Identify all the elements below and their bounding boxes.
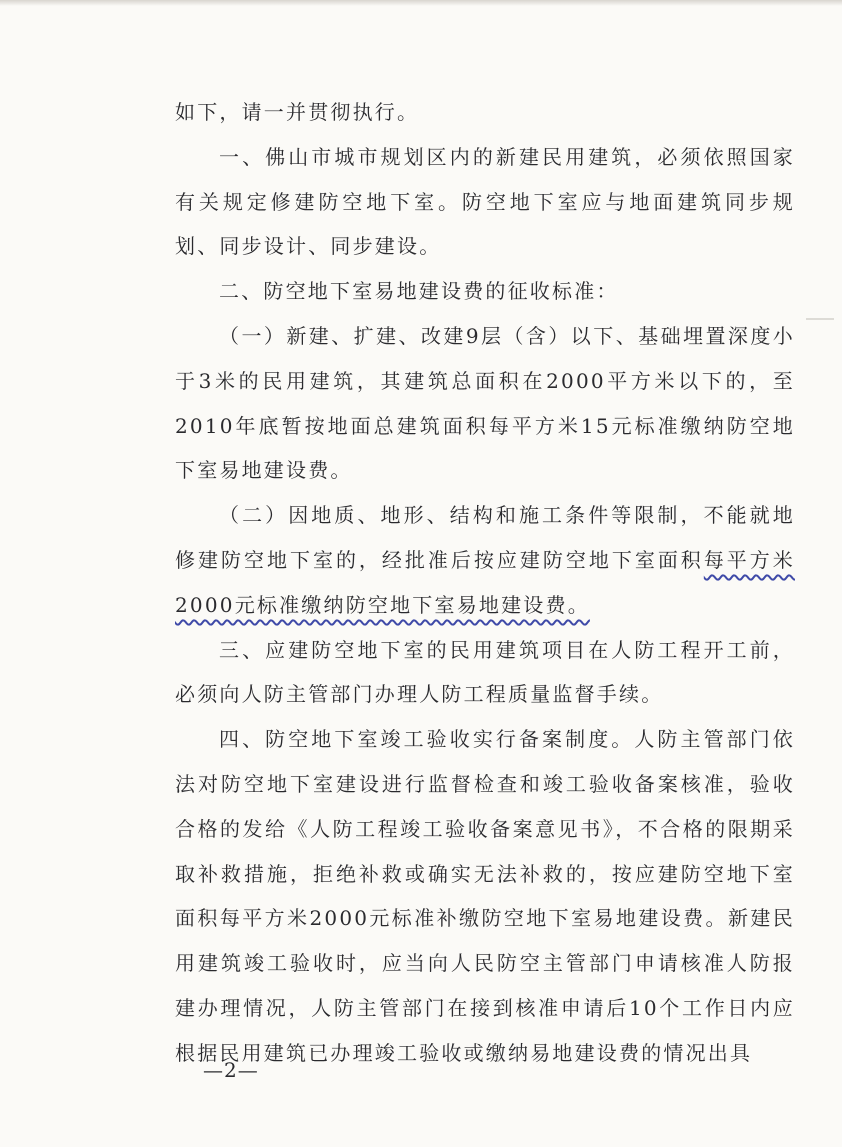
paragraph-item-2-2-text: （二）因地质、地形、结构和施工条件等限制，不能就地修建防空地下室的，经批准后按应建防空地下室面积: [175, 503, 795, 572]
document-body: [175, 90, 795, 1076]
paragraph-item-4: 四、防空地下室竣工验收实行备案制度。人防主管部门依法对防空地下室建设进行监督检查和竣工验收备案核准，验收合格的发给《人防工程竣工验收备案意见书》，不合格的限期采取补救措施，拒绝补救或确实无法补救的，按应建防空地下室面积每平方米2000元标准补缴防空地下室易地建设费。新建民用建筑竣工验收时，应当向人民防空主管部门申请核准人防报建办理情况，人防主管部门在接到核准申请后10个工作日内应根据民用建筑已办理竣工验收或缴纳易地建设费的情况出具: [175, 727, 795, 1065]
paragraph-item-2-1: （一）新建、扩建、改建9层（含）以下、基础埋置深度小于3米的民用建筑，其建筑总面积在2000平方米以下的，至2010年底暂按地面总建筑面积每平方米15元标准缴纳防空地下室易地建设费。: [175, 323, 795, 483]
page-top-edge: [0, 0, 842, 6]
paragraph-item-1: 一、佛山市城市规划区内的新建民用建筑，必须依照国家有关规定修建防空地下室。防空地下室应与地面建筑同步规划、同步设计、同步建设。: [175, 144, 795, 259]
paragraph-intro: 如下，请一并贯彻执行。: [175, 100, 420, 124]
paragraph-item-2-heading: 二、防空地下室易地建设费的征收标准：: [219, 279, 619, 304]
underlined-text: 每平方米2000元标准缴纳防空地下室易地建设费。: [175, 547, 795, 617]
page-number: —2—: [203, 1058, 259, 1082]
scan-mark: [806, 318, 834, 320]
paragraph-item-2-2: [175, 493, 795, 627]
paragraph-item-3: 三、应建防空地下室的民用建筑项目在人防工程开工前，必须向人防主管部门办理人防工程质量监督手续。: [175, 637, 795, 707]
